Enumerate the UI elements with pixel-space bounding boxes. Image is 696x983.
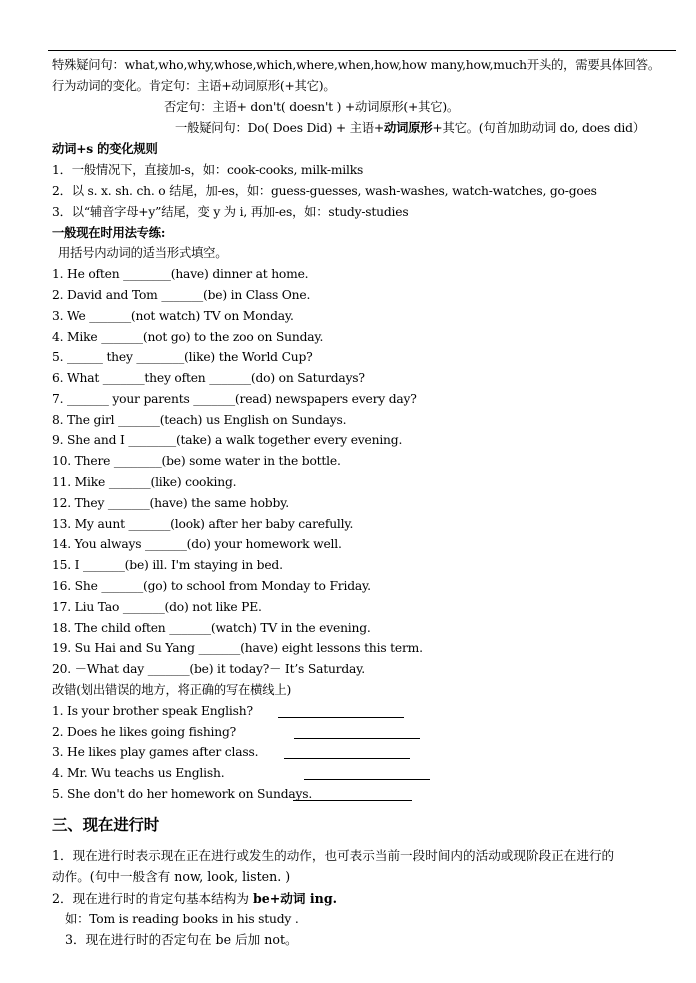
paragraph-line: 1．现在进行时表示现在正在进行或发生的动作，也可表示当前一段时间内的活动或现阶段正在进行的 — [52, 848, 615, 863]
correction-item: 3. He likes play games after class. — [52, 745, 259, 759]
practice-item: 15. I _______(be) ill. I'm staying in bed. — [52, 558, 283, 572]
practice-item: 17. Liu Tao _______(do) not like PE. — [52, 600, 262, 614]
practice-item: 4. Mike _______(not go) to the zoo on Sunday. — [52, 330, 324, 344]
correction-item: 4. Mr. Wu teachs us English. — [52, 766, 225, 780]
practice-item: 3. We _______(not watch) TV on Monday. — [52, 309, 294, 323]
practice-item: 13. My aunt _______(look) after her baby carefully. — [52, 517, 354, 531]
practice-item: 11. Mike _______(like) cooking. — [52, 475, 237, 489]
practice-item: 9. She and I ________(take) a walk together every evening. — [52, 433, 403, 447]
verb-change-line: 行为动词的变化。肯定句：主语+动词原形(+其它)。 — [52, 79, 336, 93]
header-rule — [48, 50, 676, 51]
rule-item: 3．以“辅音字母+y”结尾，变 y 为 i, 再加-es，如：study-studies — [52, 205, 409, 219]
practice-item: 14. You always _______(do) your homework well. — [52, 537, 342, 551]
practice-item: 8. The girl _______(teach) us English on Sundays. — [52, 413, 347, 427]
correction-title: 改错(划出错误的地方，将正确的写在横线上) — [52, 683, 292, 697]
section-title: 三、现在进行时 — [52, 815, 160, 834]
practice-item: 5. ______ they ________(like) the World Cup? — [52, 350, 313, 364]
practice-item: 19. Su Hai and Su Yang _______(have) eight lessons this term. — [52, 641, 423, 655]
question-text-a: 一般疑问句：Do( Does Did) + 主语+ — [175, 121, 384, 135]
question-line — [175, 120, 645, 136]
example-line: 如：Tom is reading books in his study . — [65, 912, 299, 926]
negative-line: 否定句：主语+ don't( doesn't ) +动词原形(+其它)。 — [164, 100, 460, 114]
paragraph-line — [52, 891, 337, 907]
rules-title: 动词+s 的变化规则 — [52, 141, 158, 156]
practice-instruction: 用括号内动词的适当形式填空。 — [58, 246, 228, 260]
practice-item: 10. There ________(be) some water in the bottle. — [52, 454, 341, 468]
rule-item: 2．以 s. x. sh. ch. o 结尾，加-es，如：guess-guesses, wash-washes, watch-watches, go-goes — [52, 184, 597, 198]
paragraph-line: 动作。(句中一般含有 now, look, listen. ) — [52, 869, 291, 884]
structure-text: 2．现在进行时的肯定句基本结构为 — [52, 891, 253, 906]
practice-item: 1. He often ________(have) dinner at home. — [52, 267, 309, 281]
answer-line — [293, 800, 412, 801]
practice-item: 7. _______ your parents _______(read) newspapers every day? — [52, 392, 417, 406]
correction-item: 5. She don't do her homework on Sundays. — [52, 787, 313, 801]
practice-item: 6. What _______they often _______(do) on Saturdays? — [52, 371, 365, 385]
practice-item: 16. She _______(go) to school from Monday to Friday. — [52, 579, 371, 593]
answer-line — [294, 738, 420, 739]
practice-item: 18. The child often _______(watch) TV in the evening. — [52, 621, 371, 635]
correction-item: 1. Is your brother speak English? — [52, 704, 253, 718]
paragraph-line: 3．现在进行时的否定句在 be 后加 not。 — [65, 932, 298, 947]
correction-item: 2. Does he likes going fishing? — [52, 725, 237, 739]
practice-item: 12. They _______(have) the same hobby. — [52, 496, 289, 510]
answer-line — [284, 758, 410, 759]
question-text-bold: 动词原形 — [384, 120, 433, 135]
practice-item: 2. David and Tom _______(be) in Class One. — [52, 288, 311, 302]
practice-title: 一般现在时用法专练: — [52, 225, 166, 240]
rule-item: 1．一般情况下，直接加-s，如：cook-cooks, milk-milks — [52, 163, 364, 177]
wh-questions-line: 特殊疑问句：what,who,why,whose,which,where,when,how,how many,how,much开头的，需要具体回答。 — [52, 58, 660, 72]
question-text-b: +其它。(句首加助动词 do, does did） — [432, 121, 645, 135]
answer-line — [278, 717, 404, 718]
answer-line — [304, 779, 430, 780]
structure-formula: be+动词 ing. — [252, 891, 338, 906]
practice-item: 20. －What day _______(be) it today?－ It’s Saturday. — [52, 662, 365, 676]
